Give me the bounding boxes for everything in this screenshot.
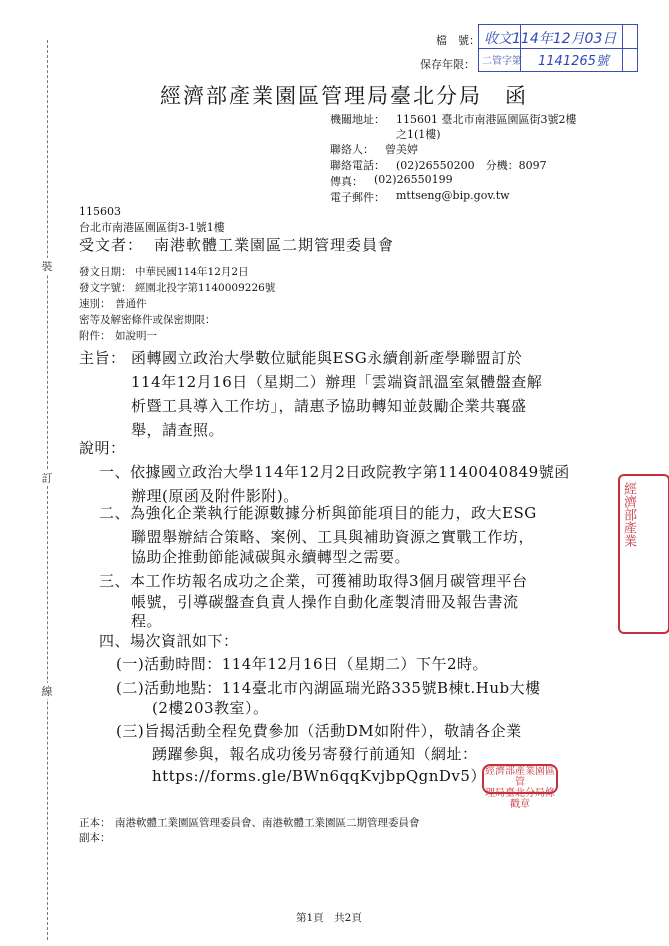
binding-char-ding: 訂 xyxy=(41,472,53,485)
date-value: 中華民國114年12月2日 xyxy=(135,266,249,278)
attachment-value: 如說明一 xyxy=(115,330,157,342)
explanation-item-3: 三、本工作坊報名成功之企業，可獲補助取得3個月碳管理平台 xyxy=(99,572,528,590)
agency-small-seal xyxy=(482,764,558,810)
recipient-address: 台北市南港區園區街3-1號1樓 xyxy=(79,221,225,234)
registration-link[interactable]: https://forms.gle/BWn6qqKvjbpQgnDv5） xyxy=(152,767,486,785)
receipt-number: 1141265號 xyxy=(538,54,609,69)
date-label: 發文日期： xyxy=(79,266,132,278)
receipt-date: 收文114年12月03日 xyxy=(484,31,617,47)
explanation-item-3-cont: 程。 xyxy=(131,612,163,630)
recipient-label: 受文者： xyxy=(79,236,144,254)
subject-line: 函轉國立政治大學數位賦能與ESG永續創新產學聯盟訂於 xyxy=(131,349,523,367)
speed-value: 普通件 xyxy=(115,298,147,310)
agency-large-seal xyxy=(618,474,669,634)
seal-line: 經濟部產業 xyxy=(621,482,636,547)
copy-label: 副本： xyxy=(79,832,111,844)
phone-label: 聯絡電話： xyxy=(330,159,385,172)
page-number: 第1頁 共2頁 xyxy=(296,912,362,924)
cc-label: 正本： xyxy=(79,817,111,829)
secrecy-label: 密等及解密條件或保密期限： xyxy=(79,314,216,326)
contact-label: 聯絡人： xyxy=(330,143,374,156)
session-fee-cont: 踴躍參與，報名成功後另寄發行前通知（網址： xyxy=(152,745,478,763)
subject-label: 主旨： xyxy=(79,349,126,367)
explanation-item-2-cont: 聯盟舉辦結合策略、案例、工具與補助資源之實戰工作坊， xyxy=(131,528,535,546)
explanation-item-2: 二、為強化企業執行能源數據分析與節能項目的能力，政大ESG xyxy=(99,504,537,522)
explanation-label: 說明： xyxy=(79,439,126,457)
fax-value: (02)26550199 xyxy=(374,173,453,186)
explanation-item-1: 一、依據國立政治大學114年12月2日政院教字第1140040849號函 xyxy=(99,463,570,481)
email-label: 電子郵件： xyxy=(330,191,385,204)
binding-char-zhuang: 裝 xyxy=(41,260,53,273)
explanation-item-1-cont: 辦理(原函及附件影附)。 xyxy=(131,487,299,505)
speed-label: 速別： xyxy=(79,298,111,310)
doc-no-value: 經園北投字第1140009226號 xyxy=(135,282,276,294)
explanation-item-2-cont: 協助企推動節能減碳與永續轉型之需要。 xyxy=(131,548,411,566)
recipient-name: 南港軟體工業園區二期管理委員會 xyxy=(154,236,395,254)
explanation-item-3-cont: 帳號，引導碳盤查負責人操作自動化產製清冊及報告書流 xyxy=(131,593,519,611)
explanation-item-4: 四、場次資訊如下： xyxy=(99,632,239,650)
file-no-label: 檔 號： xyxy=(436,34,480,47)
seal-line: 理局臺北分局條戳章 xyxy=(485,788,555,810)
binding-char-xian: 線 xyxy=(41,685,53,698)
seal-line: 經濟部產業園區管 xyxy=(485,766,555,788)
retention-label: 保存年限： xyxy=(420,58,475,71)
agency-address-line2: 之1(1樓) xyxy=(396,128,441,141)
receipt-office: 二管字第 xyxy=(482,56,522,67)
attachment-label: 附件： xyxy=(79,330,111,342)
cc-value: 南港軟體工業園區管理委員會、南港軟體工業園區二期管理委員會 xyxy=(115,817,420,829)
subject-line: 析暨工具導入工作坊」，請惠予協助轉知並鼓勵企業共襄盛 xyxy=(131,397,527,415)
subject-line: 舉，請查照。 xyxy=(131,421,225,439)
agency-address-line1: 115601 臺北市南港區園區街3號2樓 xyxy=(396,113,577,126)
phone-value: (02)26550200 分機：8097 xyxy=(396,159,547,172)
session-location: (二)活動地點：114臺北市內湖區瑞光路335號B棟t.Hub大樓 xyxy=(116,679,541,697)
binding-line xyxy=(47,40,48,940)
session-location-cont: (2樓203教室）。 xyxy=(152,699,269,717)
subject-line: 114年12月16日（星期二）辦理「雲端資訊溫室氣體盤查解 xyxy=(131,373,543,391)
email-value: mttseng@bip.gov.tw xyxy=(396,189,510,202)
agency-address-label: 機關地址： xyxy=(330,113,385,126)
recipient-postal-code: 115603 xyxy=(79,205,121,218)
contact-name: 曾美婷 xyxy=(385,143,418,156)
doc-no-label: 發文字號： xyxy=(79,282,132,294)
session-time: (一)活動時間：114年12月16日（星期二）下午2時。 xyxy=(116,655,489,673)
session-fee: (三)旨揭活動全程免費參加（活動DM如附件），敬請各企業 xyxy=(116,722,522,740)
document-title: 經濟部產業園區管理局臺北分局 函 xyxy=(160,84,528,108)
fax-label: 傳真： xyxy=(330,175,363,188)
